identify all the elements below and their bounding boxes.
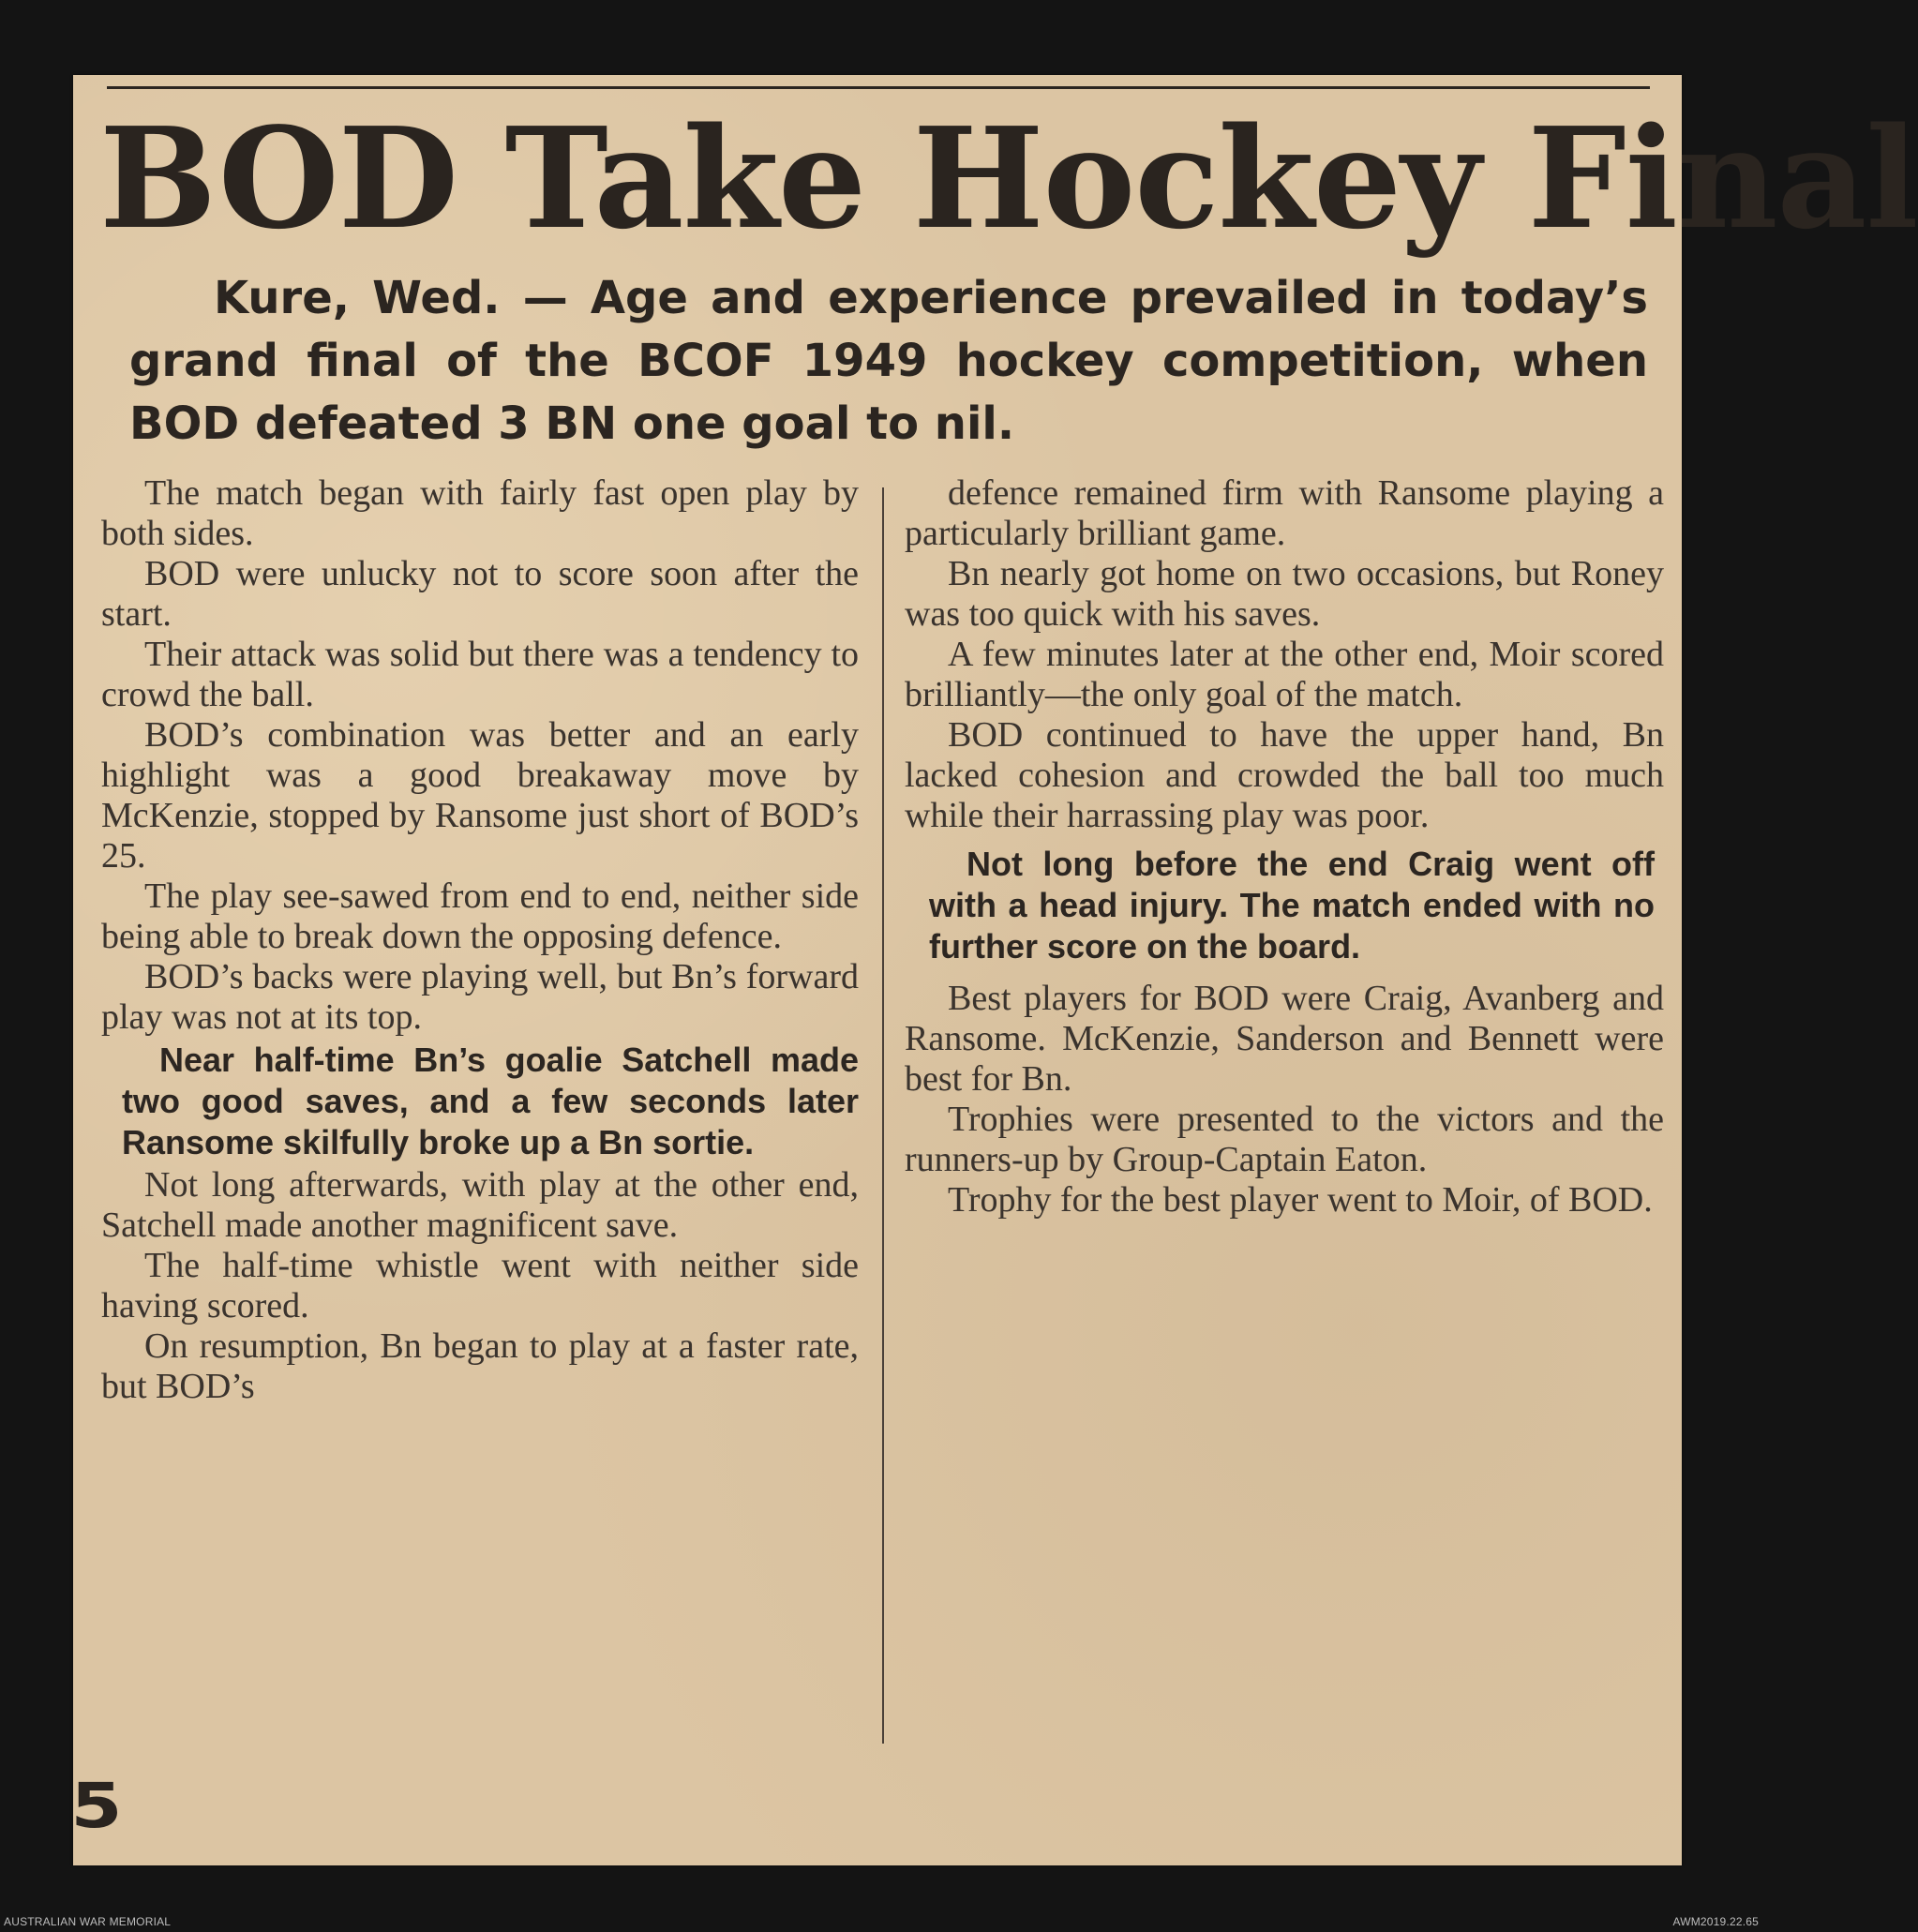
article-paragraph: defence remained firm with Ransome playing a particularly brilliant game. bbox=[905, 473, 1664, 553]
article-paragraph: Not long afterwards, with play at the other end, Satchell made another magnificent save. bbox=[101, 1165, 859, 1245]
archive-accession-number: AWM2019.22.65 bbox=[1672, 1915, 1759, 1928]
article-paragraph: A few minutes later at the other end, Moir scored brilliantly—the only goal of the match. bbox=[905, 635, 1664, 714]
top-rule bbox=[107, 86, 1650, 89]
article-paragraph: Bn nearly got home on two occasions, but Roney was too quick with his saves. bbox=[905, 554, 1664, 634]
article-paragraph: BOD’s combination was better and an early highlight was a good breakaway move by McKenzie, stopped by Ransome just short of BOD’s 25. bbox=[101, 715, 859, 876]
article-paragraph: Not long before the end Craig went off with a head injury. The match ended with no further score on the board. bbox=[929, 845, 1655, 966]
article-paragraph: BOD were unlucky not to score soon after the start. bbox=[101, 554, 859, 634]
article-paragraph: BOD continued to have the upper hand, Bn lacked cohesion and crowded the ball too much while their harrassing play was poor. bbox=[905, 715, 1664, 835]
right-column bbox=[905, 473, 1664, 1221]
article-paragraph: BOD’s backs were playing well, but Bn’s forward play was not at its top. bbox=[101, 957, 859, 1037]
article-paragraph: On resumption, Bn began to play at a faster rate, but BOD’s bbox=[101, 1326, 859, 1406]
article-paragraph: The match began with fairly fast open play by both sides. bbox=[101, 473, 859, 553]
article-paragraph: The play see-sawed from end to end, neither side being able to break down the opposing defence. bbox=[101, 876, 859, 956]
article-paragraph: Trophy for the best player went to Moir, of BOD. bbox=[948, 1180, 1653, 1220]
column-divider bbox=[882, 487, 884, 1744]
left-column bbox=[101, 473, 859, 1407]
article-paragraph: Their attack was solid but there was a tendency to crowd the ball. bbox=[101, 635, 859, 714]
article-paragraph: The half-time whistle went with neither side having scored. bbox=[101, 1246, 859, 1325]
archive-credit: AUSTRALIAN WAR MEMORIAL bbox=[4, 1915, 172, 1928]
headline: BOD Take Hockey Final bbox=[99, 97, 1918, 260]
newspaper-clipping bbox=[70, 75, 1918, 1865]
article-paragraph: Near half-time Bn’s goalie Satchell made two good saves, and a few seconds later Ransome skilfully broke up a Bn sortie. bbox=[122, 1041, 859, 1161]
lede-paragraph: Kure, Wed. — Age and experience prevailed in today’s grand final of the BCOF 1949 hockey competition, when BOD defeated 3 BN one goal to nil. bbox=[129, 272, 1648, 450]
page-mark: 5 bbox=[70, 1770, 123, 1842]
article-paragraph: Trophies were presented to the victors and the runners-up by Group-Captain Eaton. bbox=[905, 1100, 1664, 1179]
article-paragraph: Best players for BOD were Craig, Avanberg and Ransome. McKenzie, Sanderson and Bennett were best for Bn. bbox=[905, 979, 1664, 1099]
